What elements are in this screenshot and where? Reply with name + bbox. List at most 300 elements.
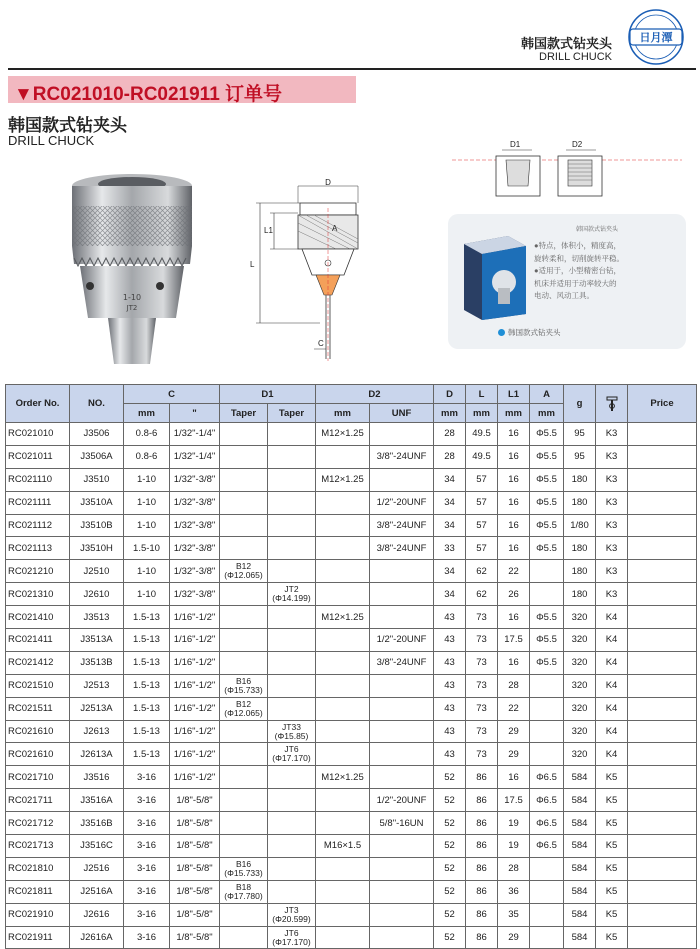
- table-row: [6, 926, 697, 949]
- cell-d: 52: [434, 880, 466, 903]
- cell-d2-unf: [370, 423, 434, 446]
- cell-l1: 28: [498, 674, 530, 697]
- cell-d2-mm: [316, 720, 370, 743]
- cell-no: J2513: [70, 674, 124, 697]
- cell-c-mm: 0.8-6: [124, 445, 170, 468]
- cell-d2-unf: [370, 583, 434, 606]
- cell-l1: 16: [498, 651, 530, 674]
- mount-diagrams: [452, 138, 682, 206]
- cell-d2-mm: [316, 903, 370, 926]
- cell-d1-taper-2: [268, 445, 316, 468]
- cell-key: K3: [596, 445, 628, 468]
- cell-l1: 22: [498, 560, 530, 583]
- cell-d2-unf: [370, 468, 434, 491]
- cell-l1: 19: [498, 835, 530, 858]
- package-caption: 韩国款式钻夹头: [508, 328, 561, 337]
- cell-d2-mm: [316, 514, 370, 537]
- cell-key: K4: [596, 743, 628, 766]
- cell-c-inch: 1/32"-3/8": [170, 583, 220, 606]
- cell-a: [530, 560, 564, 583]
- svg-text:D1: D1: [510, 140, 521, 149]
- cell-a: Φ6.5: [530, 766, 564, 789]
- cell-d2-unf: 3/8"-24UNF: [370, 445, 434, 468]
- cell-order-no: RC021911: [6, 926, 70, 949]
- cell-c-inch: 1/32"-3/8": [170, 537, 220, 560]
- cell-l1: 16: [498, 766, 530, 789]
- col-d2: D2: [316, 385, 434, 404]
- cell-d: 43: [434, 720, 466, 743]
- cell-l: 62: [466, 560, 498, 583]
- cell-c-mm: 1.5-13: [124, 720, 170, 743]
- cell-g: 180: [564, 468, 596, 491]
- cell-g: 584: [564, 789, 596, 812]
- cell-g: 584: [564, 903, 596, 926]
- photo-engraving: 1-10: [122, 293, 142, 302]
- cell-d1-taper: [220, 766, 268, 789]
- svg-text:D2: D2: [572, 140, 583, 149]
- cell-g: 1/80: [564, 514, 596, 537]
- cell-price: [628, 903, 697, 926]
- cell-order-no: RC021711: [6, 789, 70, 812]
- cell-d1-taper-2: [268, 514, 316, 537]
- cell-c-inch: 1/16"-1/2": [170, 651, 220, 674]
- table-row: [6, 674, 697, 697]
- cell-c-mm: 3-16: [124, 880, 170, 903]
- cell-d2-unf: [370, 926, 434, 949]
- cell-no: J3513A: [70, 629, 124, 652]
- table-row: [6, 812, 697, 835]
- cell-a: [530, 583, 564, 606]
- cell-price: [628, 445, 697, 468]
- cell-d2-mm: [316, 880, 370, 903]
- cell-a: Φ5.5: [530, 491, 564, 514]
- cell-a: Φ5.5: [530, 423, 564, 446]
- cell-d2-unf: [370, 606, 434, 629]
- cell-no: J3510A: [70, 491, 124, 514]
- cell-d: 43: [434, 651, 466, 674]
- cell-d2-mm: M16×1.5: [316, 835, 370, 858]
- cell-g: 584: [564, 812, 596, 835]
- cell-key: K3: [596, 560, 628, 583]
- cell-d: 52: [434, 789, 466, 812]
- header-divider: [8, 68, 696, 70]
- cell-d1-taper-2: JT33 (Φ15.85): [268, 720, 316, 743]
- cell-l1: 16: [498, 445, 530, 468]
- table-row: [6, 629, 697, 652]
- cell-d2-mm: [316, 583, 370, 606]
- table-row: [6, 468, 697, 491]
- table-row: [6, 789, 697, 812]
- cell-order-no: RC021411: [6, 629, 70, 652]
- cell-order-no: RC021511: [6, 697, 70, 720]
- package-title: 韩国款式钻夹头: [576, 227, 619, 233]
- col-no: NO.: [70, 385, 124, 423]
- cell-a: [530, 720, 564, 743]
- cell-order-no: RC021410: [6, 606, 70, 629]
- cell-d2-unf: [370, 766, 434, 789]
- cell-d2-mm: [316, 857, 370, 880]
- cell-a: [530, 926, 564, 949]
- cell-key: K5: [596, 789, 628, 812]
- cell-d2-mm: [316, 743, 370, 766]
- cell-l: 73: [466, 651, 498, 674]
- cell-c-inch: 1/8"-5/8": [170, 903, 220, 926]
- cell-no: J3510: [70, 468, 124, 491]
- cell-no: J2516: [70, 857, 124, 880]
- cell-no: J2613: [70, 720, 124, 743]
- cell-c-mm: 1-10: [124, 468, 170, 491]
- cell-c-inch: 1/8"-5/8": [170, 857, 220, 880]
- cell-l: 86: [466, 766, 498, 789]
- table-row: [6, 514, 697, 537]
- cell-d1-taper: B16 (Φ15.733): [220, 674, 268, 697]
- sub-a-mm: mm: [530, 404, 564, 423]
- cell-key: K4: [596, 697, 628, 720]
- cell-no: J3510H: [70, 537, 124, 560]
- cell-c-inch: 1/16"-1/2": [170, 743, 220, 766]
- table-row: [6, 445, 697, 468]
- cell-a: [530, 857, 564, 880]
- cell-order-no: RC021811: [6, 880, 70, 903]
- cell-g: 180: [564, 560, 596, 583]
- cell-g: 584: [564, 926, 596, 949]
- cell-c-inch: 1/8"-5/8": [170, 835, 220, 858]
- section-title-cn: 韩国款式钻夹头: [8, 116, 127, 135]
- cell-c-inch: 1/16"-1/2": [170, 606, 220, 629]
- table-row: [6, 857, 697, 880]
- cell-d1-taper-2: [268, 812, 316, 835]
- cell-key: K4: [596, 606, 628, 629]
- cell-c-mm: 3-16: [124, 812, 170, 835]
- table-row: [6, 720, 697, 743]
- spec-table: [5, 384, 697, 949]
- cell-order-no: RC021712: [6, 812, 70, 835]
- cell-g: 320: [564, 629, 596, 652]
- cell-no: J2616A: [70, 926, 124, 949]
- cell-d1-taper-2: [268, 423, 316, 446]
- cell-c-mm: 1-10: [124, 583, 170, 606]
- cell-key: K5: [596, 857, 628, 880]
- header-title-cn: 韩国款式钻夹头: [520, 36, 612, 51]
- cell-price: [628, 651, 697, 674]
- cell-l: 73: [466, 697, 498, 720]
- cell-d1-taper: B12 (Φ12.065): [220, 697, 268, 720]
- svg-text:L1: L1: [264, 226, 273, 235]
- table-row: [6, 903, 697, 926]
- cell-price: [628, 674, 697, 697]
- cell-d1-taper-2: [268, 629, 316, 652]
- cell-d: 43: [434, 743, 466, 766]
- cell-d1-taper: [220, 423, 268, 446]
- cell-d2-mm: [316, 812, 370, 835]
- cell-price: [628, 514, 697, 537]
- cell-d2-mm: [316, 445, 370, 468]
- cell-d1-taper-2: [268, 491, 316, 514]
- cell-no: J3516C: [70, 835, 124, 858]
- cell-c-mm: 3-16: [124, 835, 170, 858]
- table-row: [6, 491, 697, 514]
- col-a: A: [530, 385, 564, 404]
- cell-order-no: RC021910: [6, 903, 70, 926]
- cell-d1-taper-2: [268, 835, 316, 858]
- cell-d: 34: [434, 560, 466, 583]
- cell-d2-unf: 1/2"-20UNF: [370, 491, 434, 514]
- cell-l: 86: [466, 812, 498, 835]
- cell-d1-taper: [220, 743, 268, 766]
- cell-d: 33: [434, 537, 466, 560]
- cell-g: 320: [564, 720, 596, 743]
- cell-key: K5: [596, 903, 628, 926]
- cell-a: Φ5.5: [530, 468, 564, 491]
- cell-c-mm: 1-10: [124, 491, 170, 514]
- cell-key: K3: [596, 514, 628, 537]
- cell-key: K5: [596, 880, 628, 903]
- table-row: [6, 835, 697, 858]
- cell-key: K3: [596, 537, 628, 560]
- cell-c-mm: 0.8-6: [124, 423, 170, 446]
- sub-d2-unf: UNF: [370, 404, 434, 423]
- cell-d: 52: [434, 926, 466, 949]
- table-row: [6, 651, 697, 674]
- table-body: [6, 423, 697, 949]
- cell-order-no: RC021610: [6, 720, 70, 743]
- cell-d2-mm: [316, 697, 370, 720]
- cell-c-mm: 1.5-13: [124, 606, 170, 629]
- cell-d1-taper: [220, 491, 268, 514]
- cell-key: K3: [596, 583, 628, 606]
- cell-d: 28: [434, 445, 466, 468]
- cell-c-mm: 3-16: [124, 857, 170, 880]
- cell-d2-unf: [370, 880, 434, 903]
- cell-no: J2513A: [70, 697, 124, 720]
- sub-d-mm: mm: [434, 404, 466, 423]
- sub-l-mm: mm: [466, 404, 498, 423]
- cell-price: [628, 835, 697, 858]
- cell-d: 52: [434, 903, 466, 926]
- sub-d1-taper: Taper: [220, 404, 268, 423]
- cell-g: 584: [564, 857, 596, 880]
- cell-d: 43: [434, 674, 466, 697]
- cell-c-mm: 1.5-13: [124, 697, 170, 720]
- cell-price: [628, 606, 697, 629]
- cell-d1-taper-2: JT2 (Φ14.199): [268, 583, 316, 606]
- cell-d1-taper-2: [268, 789, 316, 812]
- cell-d1-taper-2: [268, 766, 316, 789]
- cell-order-no: RC021412: [6, 651, 70, 674]
- cell-d1-taper: [220, 514, 268, 537]
- cell-d: 34: [434, 468, 466, 491]
- cell-l: 73: [466, 674, 498, 697]
- table-row: [6, 697, 697, 720]
- cell-l1: 16: [498, 468, 530, 491]
- cell-l: 73: [466, 629, 498, 652]
- sub-d2-mm: mm: [316, 404, 370, 423]
- cell-order-no: RC021011: [6, 445, 70, 468]
- logo-text: 日月潭: [639, 31, 673, 44]
- cell-order-no: RC021112: [6, 514, 70, 537]
- brand-logo: [627, 8, 685, 66]
- cell-no: J3506A: [70, 445, 124, 468]
- cell-c-inch: 1/16"-1/2": [170, 766, 220, 789]
- col-order-no: Order No.: [6, 385, 70, 423]
- cell-order-no: RC021111: [6, 491, 70, 514]
- cell-no: J2510: [70, 560, 124, 583]
- cell-order-no: RC021110: [6, 468, 70, 491]
- cell-d: 34: [434, 514, 466, 537]
- cell-a: Φ6.5: [530, 789, 564, 812]
- cell-c-mm: 3-16: [124, 903, 170, 926]
- cell-l1: 16: [498, 537, 530, 560]
- cell-l: 62: [466, 583, 498, 606]
- cell-l: 86: [466, 903, 498, 926]
- cell-order-no: RC021113: [6, 537, 70, 560]
- cell-d1-taper-2: [268, 697, 316, 720]
- cell-c-inch: 1/8"-5/8": [170, 880, 220, 903]
- cell-c-inch: 1/16"-1/2": [170, 629, 220, 652]
- cell-a: [530, 880, 564, 903]
- cell-d2-mm: [316, 537, 370, 560]
- cell-order-no: RC021010: [6, 423, 70, 446]
- table-row: [6, 423, 697, 446]
- cell-g: 95: [564, 445, 596, 468]
- cell-a: Φ5.5: [530, 445, 564, 468]
- cell-d1-taper-2: [268, 537, 316, 560]
- drill-chuck-photo: [60, 168, 205, 366]
- cell-a: [530, 903, 564, 926]
- cell-c-inch: 1/8"-5/8": [170, 812, 220, 835]
- cell-d1-taper: [220, 926, 268, 949]
- cell-order-no: RC021710: [6, 766, 70, 789]
- cell-g: 320: [564, 606, 596, 629]
- cell-a: Φ6.5: [530, 812, 564, 835]
- cell-price: [628, 743, 697, 766]
- table-row: [6, 766, 697, 789]
- cell-d1-taper: [220, 651, 268, 674]
- cell-l1: 22: [498, 697, 530, 720]
- cell-d2-mm: [316, 560, 370, 583]
- table-row: [6, 583, 697, 606]
- cell-c-inch: 1/32"-1/4": [170, 445, 220, 468]
- cell-d1-taper-2: [268, 606, 316, 629]
- cell-c-mm: 1.5-13: [124, 651, 170, 674]
- cell-l: 57: [466, 537, 498, 560]
- cell-no: J3516B: [70, 812, 124, 835]
- cell-c-mm: 3-16: [124, 766, 170, 789]
- cell-d2-mm: M12×1.25: [316, 766, 370, 789]
- cell-d1-taper: B18 (Φ17.780): [220, 880, 268, 903]
- cell-l: 57: [466, 514, 498, 537]
- cell-d1-taper: [220, 583, 268, 606]
- cell-d1-taper-2: [268, 674, 316, 697]
- cell-d1-taper-2: JT6 (Φ17.170): [268, 926, 316, 949]
- cell-d2-mm: [316, 926, 370, 949]
- cell-g: 180: [564, 583, 596, 606]
- cell-d1-taper: [220, 445, 268, 468]
- cell-price: [628, 491, 697, 514]
- cell-l: 49.5: [466, 423, 498, 446]
- cell-c-inch: 1/16"-1/2": [170, 674, 220, 697]
- cell-c-mm: 1-10: [124, 560, 170, 583]
- cell-c-inch: 1/32"-1/4": [170, 423, 220, 446]
- cell-l1: 17.5: [498, 789, 530, 812]
- cell-l1: 16: [498, 606, 530, 629]
- table-row: [6, 743, 697, 766]
- cell-price: [628, 812, 697, 835]
- col-price: Price: [628, 385, 697, 423]
- cell-l1: 36: [498, 880, 530, 903]
- table-header-row: [6, 385, 697, 404]
- package-box-image: [458, 230, 530, 322]
- cell-key: K3: [596, 491, 628, 514]
- cell-l1: 29: [498, 926, 530, 949]
- cell-key: K5: [596, 766, 628, 789]
- cell-d1-taper-2: [268, 468, 316, 491]
- cell-d2-unf: [370, 720, 434, 743]
- package-caption-bullet: [498, 329, 505, 336]
- cell-d1-taper-2: [268, 880, 316, 903]
- cell-c-inch: 1/32"-3/8": [170, 491, 220, 514]
- cell-l: 73: [466, 720, 498, 743]
- col-key: [596, 385, 628, 423]
- cell-c-inch: 1/16"-1/2": [170, 720, 220, 743]
- cell-d2-unf: 5/8"-16UN: [370, 812, 434, 835]
- col-d: D: [434, 385, 466, 404]
- cell-d1-taper: [220, 468, 268, 491]
- sub-c-mm: mm: [124, 404, 170, 423]
- cell-price: [628, 697, 697, 720]
- order-banner: [8, 76, 356, 103]
- cell-d2-unf: [370, 697, 434, 720]
- cell-price: [628, 766, 697, 789]
- cell-d1-taper: [220, 789, 268, 812]
- svg-text:A: A: [332, 224, 338, 233]
- cell-d: 43: [434, 629, 466, 652]
- cell-d2-mm: [316, 674, 370, 697]
- cell-no: J2613A: [70, 743, 124, 766]
- cell-a: [530, 674, 564, 697]
- sub-c-inch: ": [170, 404, 220, 423]
- cell-price: [628, 720, 697, 743]
- cell-d2-mm: [316, 491, 370, 514]
- cell-no: J2610: [70, 583, 124, 606]
- cell-c-mm: 1-10: [124, 514, 170, 537]
- cell-c-mm: 1.5-10: [124, 537, 170, 560]
- cell-d2-mm: [316, 789, 370, 812]
- cell-l: 73: [466, 743, 498, 766]
- cell-key: K5: [596, 835, 628, 858]
- cell-c-inch: 1/32"-3/8": [170, 560, 220, 583]
- cell-d2-unf: [370, 560, 434, 583]
- cell-key: K4: [596, 674, 628, 697]
- cell-d: 52: [434, 835, 466, 858]
- col-d1: D1: [220, 385, 316, 404]
- cell-no: J3516: [70, 766, 124, 789]
- cell-price: [628, 789, 697, 812]
- cell-order-no: RC021210: [6, 560, 70, 583]
- cell-d1-taper-2: [268, 560, 316, 583]
- cell-d2-unf: 1/2"-20UNF: [370, 789, 434, 812]
- col-g: g: [564, 385, 596, 423]
- cell-g: 584: [564, 766, 596, 789]
- cell-c-mm: 3-16: [124, 789, 170, 812]
- cell-d1-taper: [220, 629, 268, 652]
- cell-g: 320: [564, 674, 596, 697]
- cell-c-inch: 1/32"-3/8": [170, 514, 220, 537]
- photo-engraving-2: JT2: [126, 304, 138, 312]
- cell-d: 52: [434, 857, 466, 880]
- cell-l: 86: [466, 926, 498, 949]
- svg-text:D: D: [325, 178, 331, 187]
